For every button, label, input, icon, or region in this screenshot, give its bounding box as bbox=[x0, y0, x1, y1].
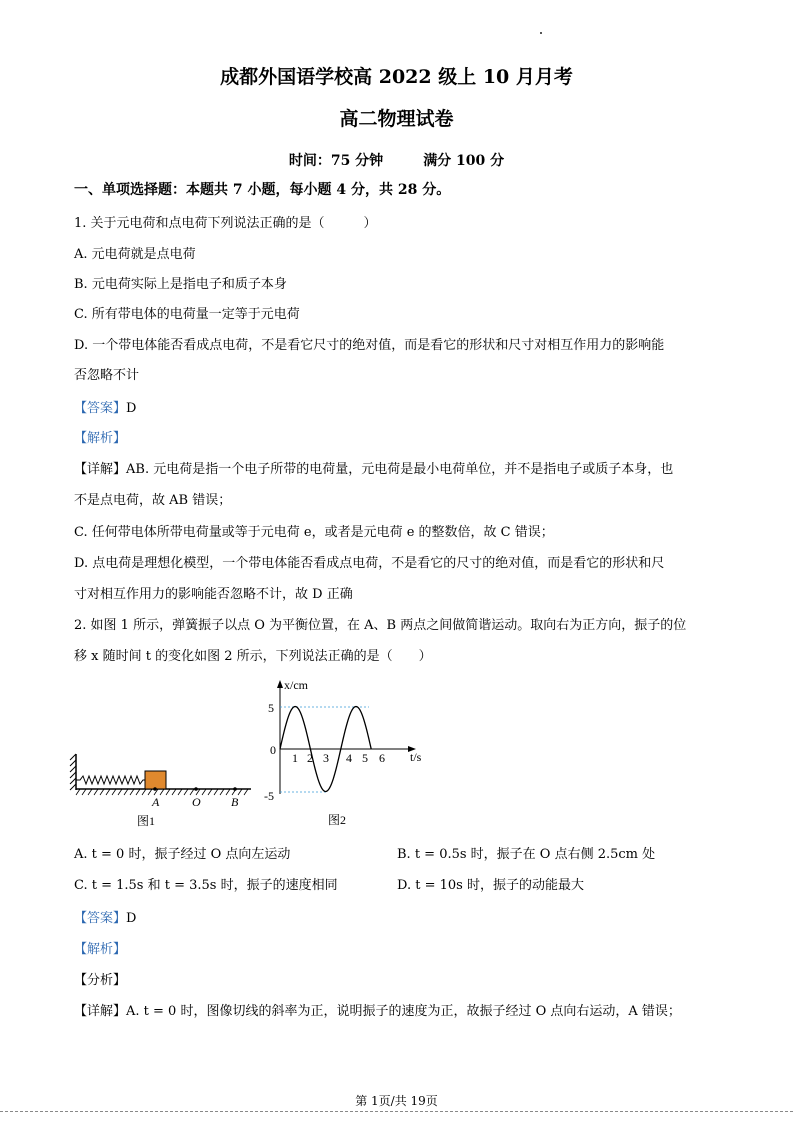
page-title: 成都外国语学校高 2022 级上 10 月月考 bbox=[220, 66, 573, 88]
q1-option-d: D. 一个带电体能否看成点电荷，不是看它尺寸的绝对值，而是看它的形状和尺寸对相互作用力的影响能 bbox=[74, 338, 665, 353]
page-footer: 第 1页/共 19页 bbox=[355, 1094, 438, 1108]
detail-text: AB. 元电荷是指一个电子所带的电荷量，元电荷是最小电荷单位，并不是指电子或质子本身，也 bbox=[126, 462, 674, 477]
fig1-ground-hatch bbox=[76, 789, 248, 795]
fig2-ytick-5: 5 bbox=[268, 701, 274, 715]
q2-option-d: D. t = 10s 时，振子的动能最大 bbox=[397, 878, 584, 893]
q1-detail-1 bbox=[74, 461, 673, 479]
stray-dot bbox=[540, 32, 542, 34]
fig1-caption: 图1 bbox=[137, 814, 156, 828]
q1-detail-4: D. 点电荷是理想化模型，一个带电体能否看成点电荷，不是看它的尺寸的绝对值，而是看它的形状和尺 bbox=[74, 556, 665, 571]
q2-answer bbox=[74, 910, 136, 928]
fig1-spring-oscillator bbox=[70, 754, 251, 828]
q1-detail-3: C. 任何带电体所带电荷量或等于元电荷 e，或者是元电荷 e 的整数倍，故 C 错误； bbox=[74, 525, 554, 540]
q2-stem-2: 移 x 随时间 t 的变化如图 2 所示，下列说法正确的是（ ） bbox=[74, 649, 432, 664]
fig1-point-b bbox=[233, 787, 237, 791]
section-heading: 一、单项选择题：本题共 7 小题，每小题 4 分，共 28 分。 bbox=[74, 182, 451, 198]
q1-answer bbox=[74, 400, 136, 418]
fig2-xt-graph bbox=[264, 678, 422, 827]
fig2-xtick-6: 6 bbox=[379, 751, 385, 765]
fig2-xlabel: t/s bbox=[410, 750, 422, 764]
answer-tag: 【答案】 bbox=[74, 911, 127, 926]
exam-info bbox=[0, 150, 793, 170]
fig1-point-o bbox=[194, 787, 198, 791]
q1-detail-5: 寸对相互作用力的影响能否忽略不计，故 D 正确 bbox=[74, 587, 353, 602]
q2-detail bbox=[74, 1003, 681, 1021]
q2-option-b: B. t = 0.5s 时，振子在 O 点右侧 2.5cm 处 bbox=[397, 847, 656, 862]
detail-tag: 【详解】 bbox=[74, 462, 127, 477]
page-subtitle: 高二物理试卷 bbox=[339, 108, 454, 130]
fig2-xtick-3: 3 bbox=[323, 751, 329, 765]
q1-detail-2: 不是点电荷，故 AB 错误； bbox=[74, 493, 232, 508]
exam-time: 时间：75 分钟 bbox=[288, 153, 384, 169]
fig2-xtick-5: 5 bbox=[362, 751, 368, 765]
fig1-wall-hatch bbox=[70, 754, 76, 790]
q2-analysis-tag: 【解析】 bbox=[74, 942, 127, 957]
detail-text: A. t = 0 时，图像切线的斜率为正，说明振子的速度为正，故振子经过 O 点向右运动，A 错误； bbox=[126, 1004, 681, 1019]
exam-score: 满分 100 分 bbox=[423, 153, 505, 169]
q1-option-b: B. 元电荷实际上是指电子和质子本身 bbox=[74, 277, 287, 292]
q1-stem: 1. 关于元电荷和点电荷下列说法正确的是（ ） bbox=[74, 216, 377, 231]
detail-tag: 【详解】 bbox=[74, 1004, 127, 1019]
fig1-label-o: O bbox=[192, 795, 201, 809]
fig2-xtick-1: 1 bbox=[292, 751, 298, 765]
q2-option-c: C. t = 1.5s 和 t = 3.5s 时，振子的速度相同 bbox=[74, 878, 338, 893]
fig1-point-a bbox=[153, 787, 157, 791]
fig1-label-a: A bbox=[152, 795, 160, 809]
answer-value: D bbox=[126, 401, 137, 416]
answer-value: D bbox=[126, 911, 137, 926]
fig2-ytick-neg5: -5 bbox=[264, 789, 274, 803]
fig2-xtick-2: 2 bbox=[307, 751, 313, 765]
fig2-ylabel: x/cm bbox=[284, 678, 308, 692]
fig2-xtick-4: 4 bbox=[346, 751, 352, 765]
q2-stem-1: 2. 如图 1 所示，弹簧振子以点 O 为平衡位置，在 A、B 两点之间做简谐运动。取向右为正方向，振子的位 bbox=[74, 618, 687, 633]
fig2-caption: 图2 bbox=[328, 813, 347, 827]
q1-option-a: A. 元电荷就是点电荷 bbox=[74, 247, 196, 262]
fig1-block bbox=[145, 771, 166, 789]
fig1-label-b: B bbox=[231, 795, 239, 809]
answer-tag: 【答案】 bbox=[74, 401, 127, 416]
footer-rule bbox=[0, 1111, 793, 1112]
fig1-spring bbox=[76, 776, 145, 784]
q1-option-d-cont: 否忽略不计 bbox=[74, 368, 140, 383]
q2-fenxi-tag: 【分析】 bbox=[74, 973, 127, 988]
q2-figures bbox=[66, 672, 426, 832]
q1-option-c: C. 所有带电体的电荷量一定等于元电荷 bbox=[74, 307, 300, 322]
q2-option-a: A. t = 0 时，振子经过 O 点向左运动 bbox=[74, 847, 291, 862]
fig2-y-arrow bbox=[277, 680, 283, 688]
q1-analysis-tag: 【解析】 bbox=[74, 431, 127, 446]
fig2-origin: 0 bbox=[270, 743, 276, 757]
